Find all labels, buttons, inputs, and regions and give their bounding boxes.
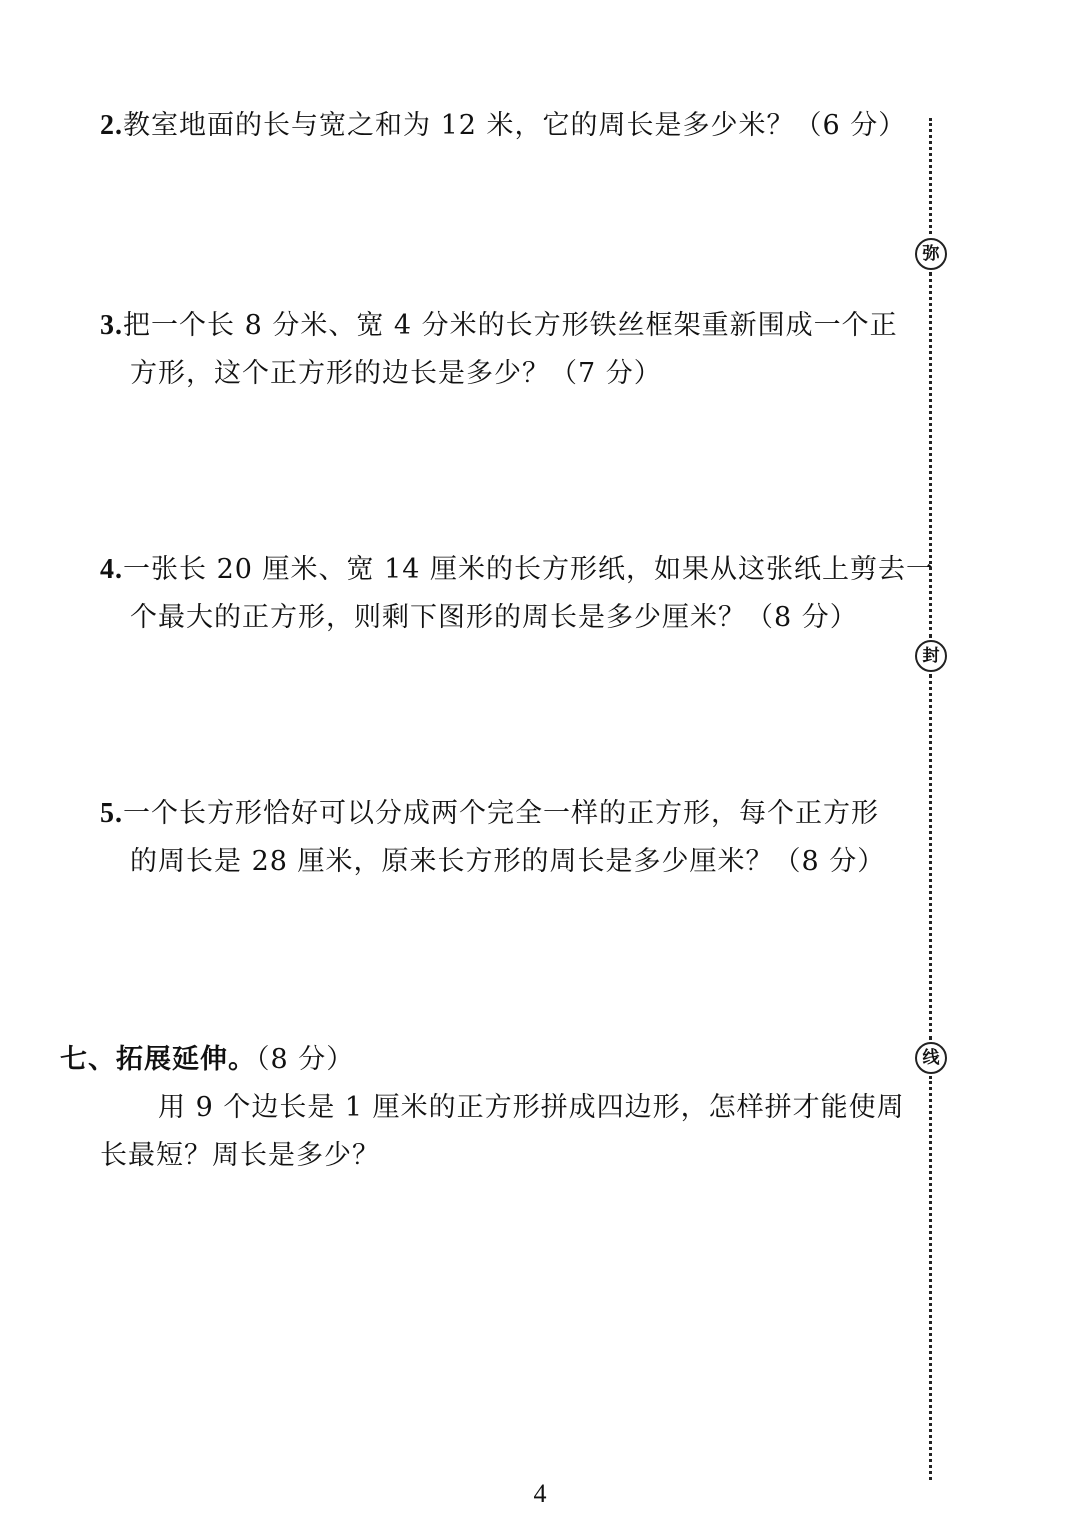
question-number: 4. [100,554,123,585]
extension-question [100,1084,910,1180]
seal-mark-mi: 弥 [915,238,947,270]
question-line [100,790,910,838]
section-heading-text: 七、拓展延伸。 [60,1044,256,1075]
dotted-line-segment [929,272,932,638]
question-text: 把一个长 8 分米、宽 4 分米的长方形铁丝框架重新围成一个正 [123,310,898,341]
extension-text-line-1: 用 9 个边长是 1 厘米的正方形拼成四边形，怎样拼才能使周 [158,1092,905,1123]
question-2 [100,102,910,150]
dotted-line-segment [929,118,932,234]
question-text: 一张长 20 厘米、宽 14 厘米的长方形纸，如果从这张纸上剪去一 [123,554,935,585]
seal-mark-feng: 封 [915,640,947,672]
question-3 [100,302,910,398]
question-line [100,546,935,594]
question-text-continued: 的周长是 28 厘米，原来长方形的周长是多少厘米？（8 分） [130,846,886,877]
question-4 [100,546,935,642]
section-score: （8 分） [256,1044,355,1075]
seal-mark-xian: 线 [915,1042,947,1074]
question-number: 5. [100,798,123,829]
question-5 [100,790,910,886]
question-line [100,302,910,350]
question-number: 2. [100,110,123,141]
section-heading-extension [60,1036,354,1084]
question-text-continued: 方形，这个正方形的边长是多少？（7 分） [130,358,662,389]
extension-text-line-2: 长最短？周长是多少？ [100,1140,380,1171]
question-text: 一个长方形恰好可以分成两个完全一样的正方形，每个正方形 [123,798,879,829]
question-number: 3. [100,310,123,341]
dotted-line-segment [929,674,932,1040]
page-number: 4 [533,1479,547,1508]
question-text: 教室地面的长与宽之和为 12 米，它的周长是多少米？（6 分） [123,110,907,141]
question-line [100,102,910,150]
question-text-continued: 个最大的正方形，则剩下图形的周长是多少厘米？（8 分） [130,602,858,633]
dotted-line-segment [929,1076,932,1480]
binding-margin-line [922,0,940,1527]
